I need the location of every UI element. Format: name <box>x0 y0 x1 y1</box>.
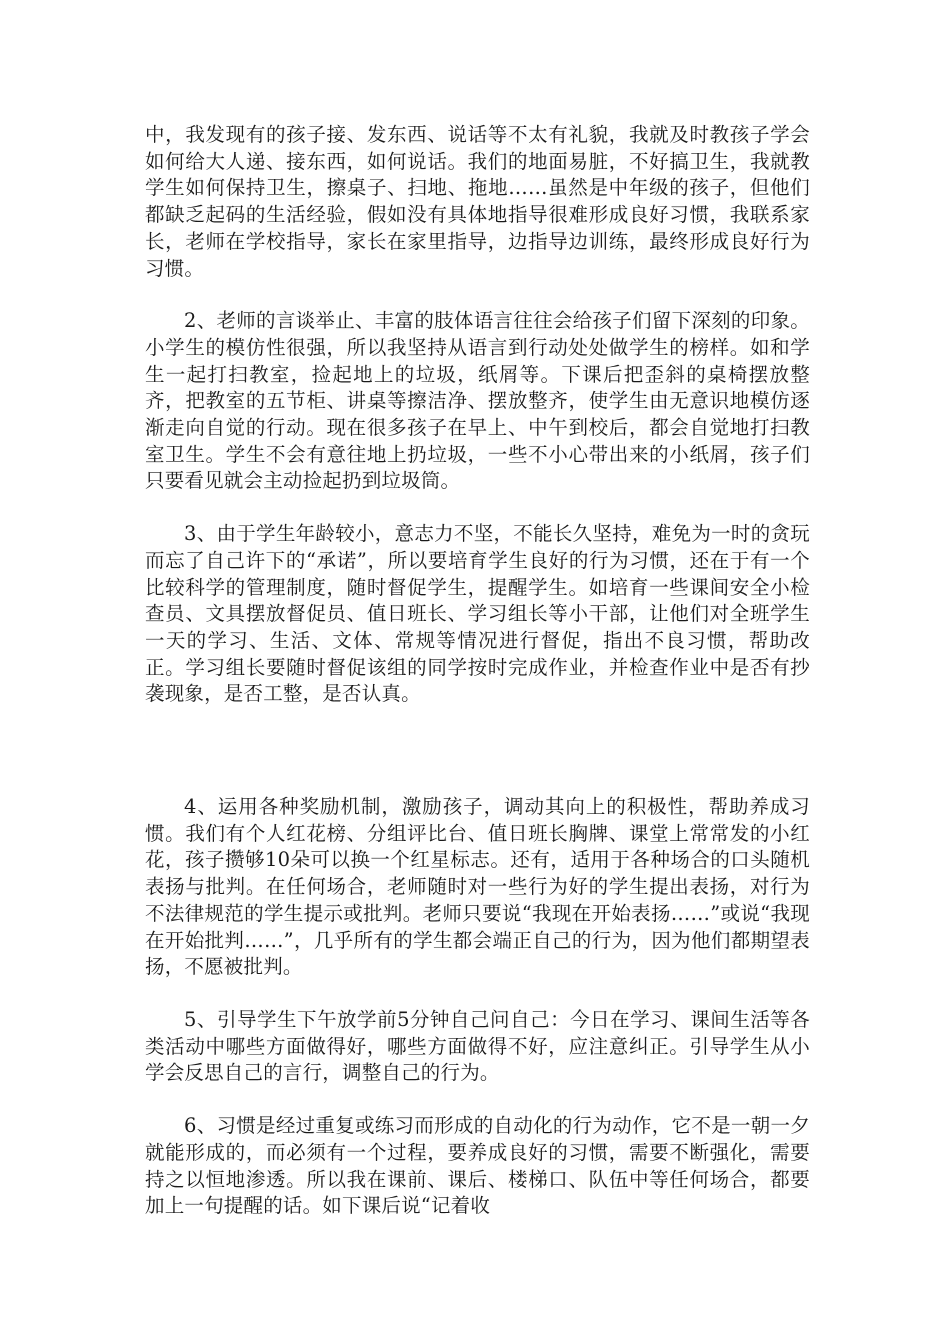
paragraph-2: 2、老师的言谈举止、丰富的肢体语言往往会给孩子们留下深刻的印象。小学生的模仿性很强，所以我坚持从语言到行动处处做学生的榜样。如和学生一起打扫教室，捡起地上的垃圾，纸屑等。下课后把歪斜的桌椅摆放整齐，把教室的五节柜、讲桌等擦洁净、摆放整齐，使学生由无意识地模仿逐渐走向自觉的行动。现在很多孩子在早上、中午到校后，都会自觉地打扫教室卫生。学生不会有意往地上扔垃圾，一些不小心带出来的小纸屑，孩子们只要看见就会主动捡起扔到垃圾筒。 <box>145 309 810 493</box>
document-page <box>145 122 810 1220</box>
paragraph-1: 中，我发现有的孩子接、发东西、说话等不太有礼貌，我就及时教孩子学会如何给大人递、接东西，如何说话。我们的地面易脏，不好搞卫生，我就教学生如何保持卫生，擦桌子、扫地、拖地……虽然是中年级的孩子，但他们都缺乏起码的生活经验，假如没有具体地指导很难形成良好习惯，我联系家长，老师在学校指导，家长在家里指导，边指导边训练，最终形成良好行为习惯。 <box>145 123 810 280</box>
paragraph-spacer <box>145 282 810 308</box>
paragraph-5: 5、引导学生下午放学前5分钟自己问自己：今日在学习、课间生活等各类活动中哪些方面做得好，哪些方面做得不好，应注意纠正。引导学生从小学会反思自己的言行，调整自己的行为。 <box>145 1007 810 1085</box>
paragraph-spacer <box>145 1087 810 1113</box>
paragraph-3: 3、由于学生年龄较小，意志力不坚，不能长久坚持，难免为一时的贪玩而忘了自己许下的“承诺”，所以要培育学生良好的行为习惯，还在于有一个比较科学的管理制度，随时督促学生，提醒学生。如培育一些课间安全小检查员、文具摆放督促员、值日班长、学习组长等小干部，让他们对全班学生一天的学习、生活、文体、常规等情况进行督促，指出不良习惯，帮助改正。学习组长要随时督促该组的同学按时完成作业，并检查作业中是否有抄袭现象，是否工整，是否认真。 <box>145 522 810 706</box>
paragraph-spacer-large <box>145 708 810 794</box>
paragraph-4: 4、运用各种奖励机制，激励孩子，调动其向上的积极性，帮助养成习惯。我们有个人红花榜、分组评比台、值日班长胸牌、课堂上常常发的小红花，孩子攒够10朵可以换一个红星标志。还有，适用于各种场合的口头随机表扬与批判。在任何场合，老师随时对一些行为好的学生提出表扬，对行为不法律规范的学生提示或批判。老师只要说“我现在开始表扬……”或说“我现在开始批判……”，几乎所有的学生都会端正自己的行为，因为他们都期望表扬，不愿被批判。 <box>145 795 810 979</box>
paragraph-6: 6、习惯是经过重复或练习而形成的自动化的行为动作，它不是一朝一夕就能形成的，而必须有一个过程，要养成良好的习惯，需要不断强化，需要持之以恒地渗透。所以我在课前、课后、楼梯口、队伍中等任何场合，都要加上一句提醒的话。如下课后说“记着收 <box>145 1114 810 1218</box>
paragraph-spacer <box>145 495 810 521</box>
paragraph-spacer <box>145 981 810 1007</box>
